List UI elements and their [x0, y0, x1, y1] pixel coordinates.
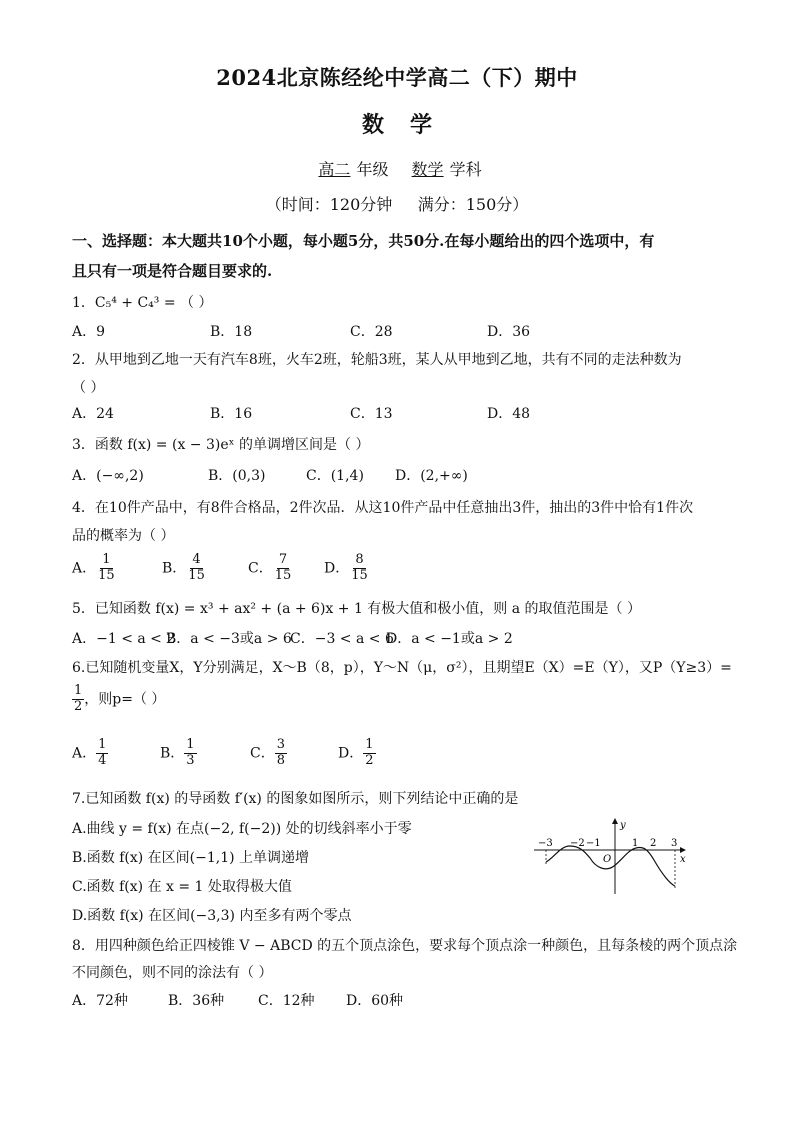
- q1-option-d: D．36: [487, 324, 531, 340]
- section1-line2: 且只有一项是符合题目要求的.: [72, 262, 273, 280]
- grade-value: 高二: [318, 160, 351, 179]
- q4-option-b: [162, 553, 207, 584]
- x-axis-arrow: [680, 847, 686, 853]
- q6-option-d-label: D．: [338, 745, 364, 762]
- question-7-stem: 7.已知函数 f(x) 的导函数 f′(x) 的图象如图所示，则下列结论中正确的是: [72, 791, 519, 807]
- q5-option-b: B．a < −3或a > 6: [166, 631, 292, 647]
- q6-option-d: [338, 738, 376, 769]
- q2-option-d: D．48: [487, 406, 531, 422]
- tick-neg3: −3: [538, 838, 553, 849]
- x-axis-label: x: [680, 854, 686, 865]
- q4-option-a-fraction: $\frac{1}{15}$: [98, 552, 115, 583]
- q7-option-c: C.函数 f(x) 在 x = 1 处取得极大值: [72, 879, 292, 895]
- q6-option-c-label: C．: [250, 745, 275, 762]
- question-4-stem2: 品的概率为（ ）: [72, 528, 175, 544]
- q6-option-a-label: A．: [72, 745, 97, 762]
- y-axis-label: y: [620, 820, 626, 831]
- section1-line1: 一、选择题：本大题共10个小题，每小题5分，共50分.在每小题给出的四个选项中，有: [72, 232, 655, 250]
- grade-label: 年级: [356, 160, 389, 179]
- exam-title: 2024北京陈经纶中学高二（下）期中: [216, 65, 578, 90]
- q3-option-a: A．(−∞,2): [72, 468, 144, 484]
- q6-option-d-fraction: $\frac{1}{2}$: [365, 737, 374, 768]
- question-5-stem: 5．已知函数 f(x) = x³ + ax² + (a + 6)x + 1 有极大值和极小值，则 a 的取值范围是（ ）: [72, 601, 642, 617]
- q6-option-b-fraction: $\frac{1}{3}$: [186, 737, 195, 768]
- q6-stem2-text: ，则p=（ ）: [84, 691, 166, 708]
- q3-option-d: D．(2,+∞): [395, 468, 468, 484]
- tick-neg2: −2: [570, 838, 585, 849]
- q4-option-c: [248, 553, 293, 584]
- q6-stem-fraction: $\frac{1}{2}$: [74, 683, 83, 714]
- question-2-stem: 2．从甲地到乙地一天有汽车8班，火车2班，轮船3班，某人从甲地到乙地，共有不同的走法种数为: [72, 352, 682, 368]
- q5-option-d: D．a < −1或a > 2: [386, 631, 513, 647]
- question-4-stem: 4．在10件产品中，有8件合格品，2件次品．从这10件产品中任意抽出3件，抽出的3件中恰有1件次: [72, 500, 694, 516]
- tick-pos2: 2: [650, 838, 657, 849]
- q8-option-d: D．60种: [346, 993, 404, 1009]
- q5-option-a: A．−1 < a < 2: [72, 631, 176, 647]
- tick-pos3: 3: [671, 838, 678, 849]
- q4-option-b-fraction: $\frac{4}{15}$: [188, 552, 205, 583]
- tick-pos1: 1: [632, 838, 639, 849]
- q6-option-c: [250, 738, 287, 769]
- q4-option-d-label: D．: [324, 560, 350, 577]
- q1-option-c: C．28: [350, 324, 393, 340]
- q5-option-c: C．−3 < a < 6: [290, 631, 394, 647]
- question-6-stem: 6.已知随机变量X，Y分别满足，X～B（8，p），Y～N（μ，σ²），且期望E（X）=E（Y），又P（Y≥3）=: [72, 660, 732, 676]
- q6-option-c-fraction: $\frac{3}{8}$: [276, 737, 285, 768]
- q6-option-b-label: B．: [160, 745, 185, 762]
- tick-neg1: −1: [586, 838, 601, 849]
- q8-option-b: B．36种: [168, 993, 225, 1009]
- q6-option-b: [160, 738, 197, 769]
- q1-option-b: B．18: [210, 324, 253, 340]
- derivative-curve: [546, 846, 675, 886]
- q7-option-a: A.曲线 y = f(x) 在点(−2, f(−2)) 处的切线斜率小于零: [72, 821, 412, 837]
- q8-option-c: C．12种: [258, 993, 315, 1009]
- q4-option-d: [324, 553, 370, 584]
- subject-label: 学科: [449, 160, 482, 179]
- subject-value: 数学: [411, 160, 444, 179]
- q1-option-a: A．9: [72, 324, 106, 340]
- q6-option-a-fraction: $\frac{1}{4}$: [98, 737, 107, 768]
- q3-option-c: C．(1,4): [306, 468, 364, 484]
- q8-option-a: A．72种: [72, 993, 128, 1009]
- q2-option-b: B．16: [210, 406, 253, 422]
- q4-option-c-fraction: $\frac{7}{15}$: [274, 552, 292, 583]
- question-1-stem: 1．C₅⁴ + C₄³ = （ ）: [72, 295, 213, 311]
- q4-option-b-label: B．: [162, 560, 187, 577]
- q7-option-b: B.函数 f(x) 在区间(−1,1) 上单调递增: [72, 850, 310, 866]
- question-8-stem: 8．用四种颜色给正四棱锥 V − ABCD 的五个顶点涂色，要求每个顶点涂一种颜色，且每条棱的两个顶点涂: [72, 938, 738, 954]
- grade-subject-line: [0, 157, 794, 180]
- y-axis-arrow: [612, 818, 618, 824]
- q6-option-a: [72, 738, 108, 769]
- q2-option-a: A．24: [72, 406, 114, 422]
- q7-derivative-graph: [530, 818, 690, 898]
- question-3-stem: 3．函数 f(x) = (x − 3)eˣ 的单调增区间是（ ）: [72, 437, 370, 453]
- q7-option-d: D.函数 f(x) 在区间(−3,3) 内至多有两个零点: [72, 908, 352, 924]
- q4-option-a: [72, 553, 117, 584]
- question-6-stem2-line: [72, 684, 165, 715]
- q4-option-d-fraction: $\frac{8}{15}$: [351, 552, 368, 583]
- question-8-stem2: 不同颜色，则不同的涂法有（ ）: [72, 965, 273, 981]
- origin-label: O: [603, 854, 612, 865]
- q3-option-b: B．(0,3): [208, 468, 266, 484]
- time-score-info: （时间：120分钟 满分：150分）: [265, 195, 529, 214]
- question-2-stem2: （ ）: [72, 380, 105, 396]
- q2-option-c: C．13: [350, 406, 393, 422]
- subject-heading: 数学: [361, 112, 458, 138]
- q4-option-a-label: A．: [72, 560, 97, 577]
- q4-option-c-label: C．: [248, 560, 273, 577]
